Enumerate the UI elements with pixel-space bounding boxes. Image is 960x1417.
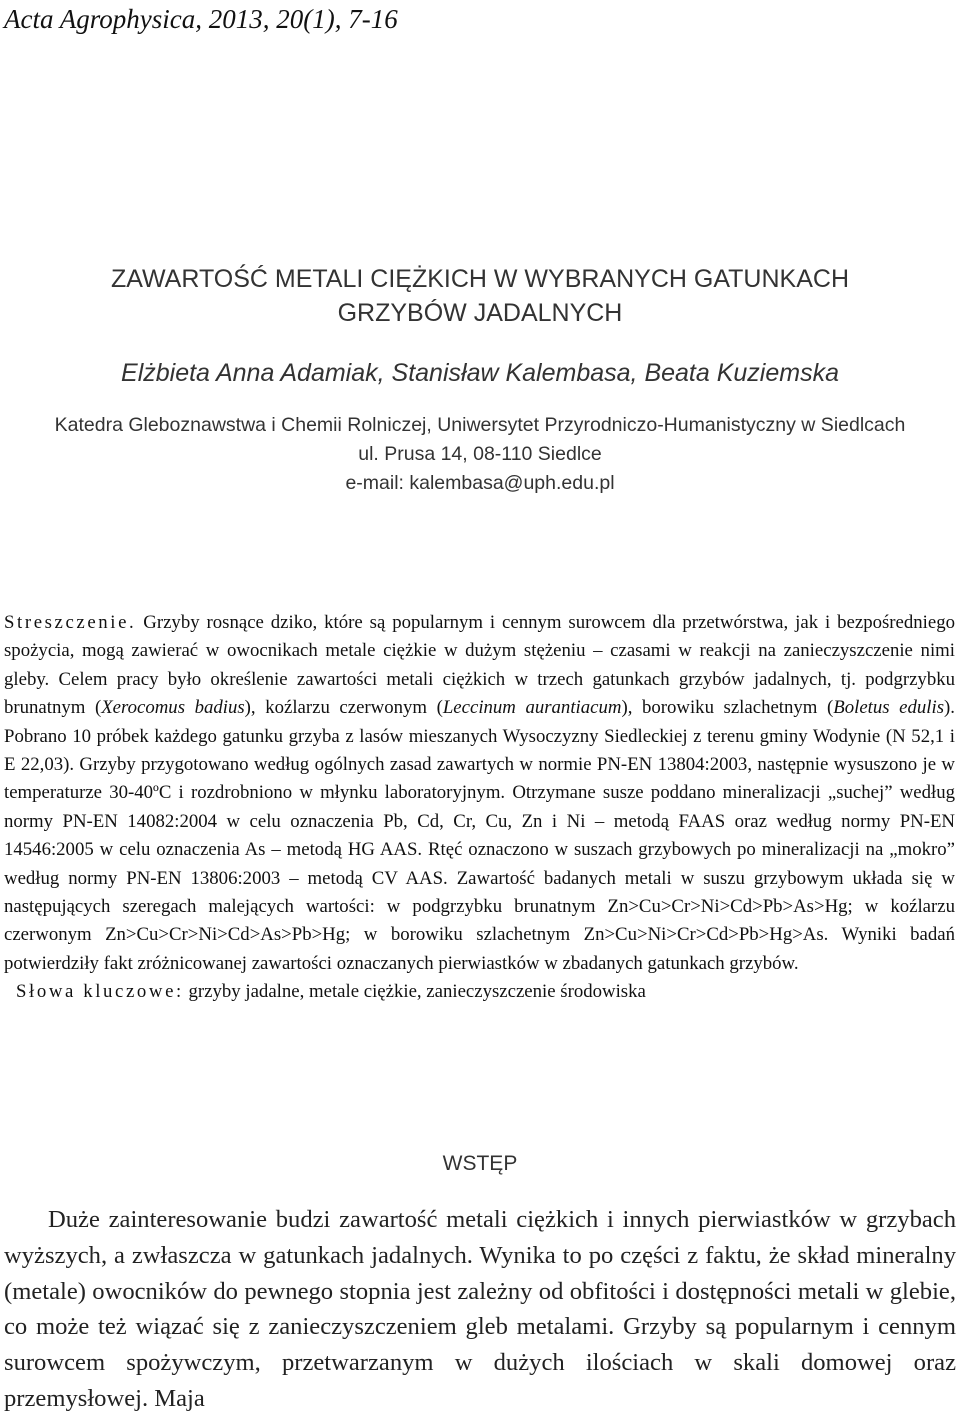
species-boletus-edulis: Boletus edulis: [833, 697, 945, 719]
species-leccinum-aurantiacum: Leccinum aurantiacum: [442, 697, 622, 719]
abstract-text-part-2: ), koźlarzu czerwonym (: [244, 697, 443, 719]
keywords-label: Słowa kluczowe:: [16, 981, 184, 1003]
affiliation-block: [0, 411, 960, 498]
keywords-line: [4, 978, 955, 1006]
abstract-text-part-3: ), borowiku szlachetnym (: [621, 697, 834, 719]
section-heading: WSTĘP: [442, 1152, 518, 1175]
abstract-text-part-4: ). Pobrano 10 próbek każdego gatunku grzyba z lasów mieszanych Wysoczyzny Siedleckiej z terenu gminy Wodynie (N 52,1 i E 22,03). Grzyby przygotowano według ogólnych zasad zawartych w normie PN-EN 13804:2003, następnie wysuszono je w temperaturze 30-40ºC i rozdrobniono w młynku laboratoryjnym. Otrzymane susze poddano mineralizacji „suchej” według normy PN-EN 14082:2004 w celu oznaczenia Pb, Cd, Cr, Cu, Zn i Ni – metodą FAAS oraz według normy PN-EN 14546:2005 w celu oznaczenia As – metodą HG AAS. Rtęć oznaczono w suszach grzybowych po mineralizacji na „mokro” według normy PN-EN 13806:2003 – metodą CV AAS. Zawartość badanych metali w suszu grzybowym układa się w następujących szeregach malejących wartości: w podgrzybku brunatnym Zn>Cu>Cr>Ni>Cd>Pb>As>Hg; w koźlarzu czerwonym Zn>Cu>Cr>Ni>Cd>As>Pb>Hg; w borowiku szlachetnym Zn>Cu>Ni>Cr>Cd>Pb>Hg>As. Wyniki badań potwierdziły fakt zróżnicowanej zawartości oznaczanych pierwiastków w zbadanych gatunkach grzybów.: [4, 697, 955, 974]
title-line-2: GRZYBÓW JADALNYCH: [337, 299, 623, 327]
affiliation-department: Katedra Gleboznawstwa i Chemii Rolniczej, Uniwersytet Przyrodniczo-Humanistyczny w Siedlcach: [54, 414, 906, 436]
paper-title: [0, 262, 960, 330]
abstract-text-part-1: Grzyby rosnące dziko, które są popularnym i cennym surowcem dla przetwórstwa, jak i bezpośredniego spożycia, mogą zawierać w owocnikach metale ciężkie w dużym stężeniu – czasami w reakcji na zanieczyszczenie nimi gleby. Celem pracy było określenie zawartości metali ciężkich w trzech gatunkach grzybów jadalnych, tj. podgrzybku brunatnym (: [4, 612, 955, 719]
affiliation-address: ul. Prusa 14, 08-110 Siedlce: [358, 443, 602, 465]
journal-reference: Acta Agrophysica, 2013, 20(1), 7-16: [4, 4, 398, 34]
title-line-1: ZAWARTOŚĆ METALI CIĘŻKICH W WYBRANYCH GATUNKACH: [110, 265, 849, 293]
keywords-list: grzyby jadalne, metale ciężkie, zanieczyszczenie środowiska: [188, 981, 646, 1003]
abstract-paragraph: [4, 609, 955, 978]
author-list: Elżbieta Anna Adamiak, Stanisław Kalembasa, Beata Kuziemska: [121, 359, 839, 387]
abstract: [4, 609, 955, 1007]
species-xerocomus-badius: Xerocomus badius: [101, 697, 245, 719]
abstract-label: Streszczenie.: [4, 612, 137, 633]
introduction-body: [4, 1202, 956, 1417]
introduction-paragraph: Duże zainteresowanie budzi zawartość metali ciężkich i innych pierwiastków w grzybach wyższych, a zwłaszcza w gatunkach jadalnych. Wynika to po części z faktu, że skład mineralny (metale) owocników do pewnego stopnia jest zależny od obfitości i dostępności metali w glebie, co może też wiązać się z zanieczyszczeniem gleb metalami. Grzyby są popularnym i cennym surowcem spożywczym, przetwarzanym w dużych ilościach w skali domowej oraz przemysłowej. Maja: [4, 1206, 956, 1412]
affiliation-email: e-mail: kalembasa@uph.edu.pl: [345, 472, 615, 494]
